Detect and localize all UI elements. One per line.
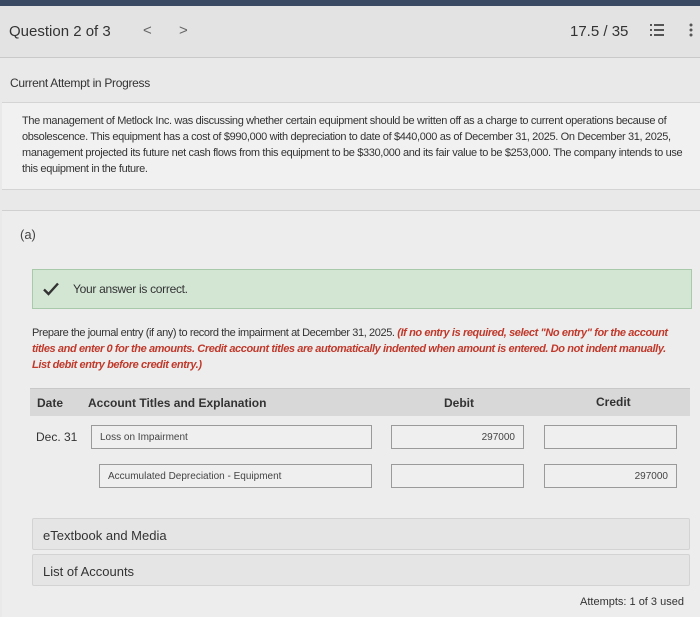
row-1-date: Dec. 31 [36, 430, 78, 444]
etextbook-media-link[interactable] [32, 518, 690, 550]
row-2-credit-value: 297000 [634, 470, 668, 482]
part-label: (a) [20, 227, 36, 242]
question-header [0, 6, 700, 58]
row-1-debit-value: 297000 [481, 431, 515, 443]
etextbook-media-label: eTextbook and Media [43, 528, 167, 543]
header-debit: Debit [444, 396, 474, 410]
score-display: 17.5 / 35 [570, 23, 629, 40]
row-1-credit-field[interactable] [544, 425, 677, 449]
list-icon[interactable] [650, 23, 664, 37]
row-2-credit-field[interactable] [544, 464, 677, 488]
question-label: Question 2 of 3 [9, 23, 111, 40]
previous-question-button[interactable]: < [143, 22, 152, 39]
header-credit: Credit [596, 395, 631, 409]
feedback-text: Your answer is correct. [73, 282, 188, 296]
row-2-account-value: Accumulated Depreciation - Equipment [108, 470, 282, 482]
row-1-account-value: Loss on Impairment [100, 431, 188, 443]
attempt-status: Current Attempt in Progress [10, 76, 150, 90]
journal-table-header [30, 388, 690, 416]
instructions [32, 325, 682, 373]
instruction-note: (If no entry is required, select "No entry" for the account titles and enter 0 for the amounts. Credit account titles are automatically indented when amount is entered. Do not indent manually. List debit entry before credit entry.) [32, 327, 668, 371]
part-a-section [2, 210, 700, 617]
next-question-button[interactable]: > [179, 22, 188, 39]
header-account: Account Titles and Explanation [88, 396, 267, 410]
more-vertical-icon[interactable] [688, 23, 694, 37]
list-of-accounts-label: List of Accounts [43, 564, 135, 579]
instruction-main: Prepare the journal entry (if any) to record the impairment at December 31, 2025. [32, 327, 398, 339]
checkmark-icon [43, 282, 59, 296]
list-of-accounts-link[interactable] [32, 554, 690, 586]
problem-text: The management of Metlock Inc. was discussing whether certain equipment should be written off as a charge to current operations because of obsolescence. This equipment has a cost of $990,000 with depreciation to date of $440,000 as of December 31, 2025. On December 31, 2025, management projected its future net cash flows from this equipment to be $330,000 and its fair value to be $253,000. The company intends to use this equipment in the future. [22, 115, 683, 175]
row-2-account-field[interactable] [99, 464, 372, 488]
problem-statement [2, 102, 700, 190]
row-2-debit-field[interactable] [391, 464, 524, 488]
row-1-account-field[interactable] [91, 425, 372, 449]
header-date: Date [37, 396, 64, 410]
correct-answer-banner [32, 269, 692, 309]
attempts-counter: Attempts: 1 of 3 used [580, 596, 684, 608]
row-1-debit-field[interactable] [391, 425, 524, 449]
